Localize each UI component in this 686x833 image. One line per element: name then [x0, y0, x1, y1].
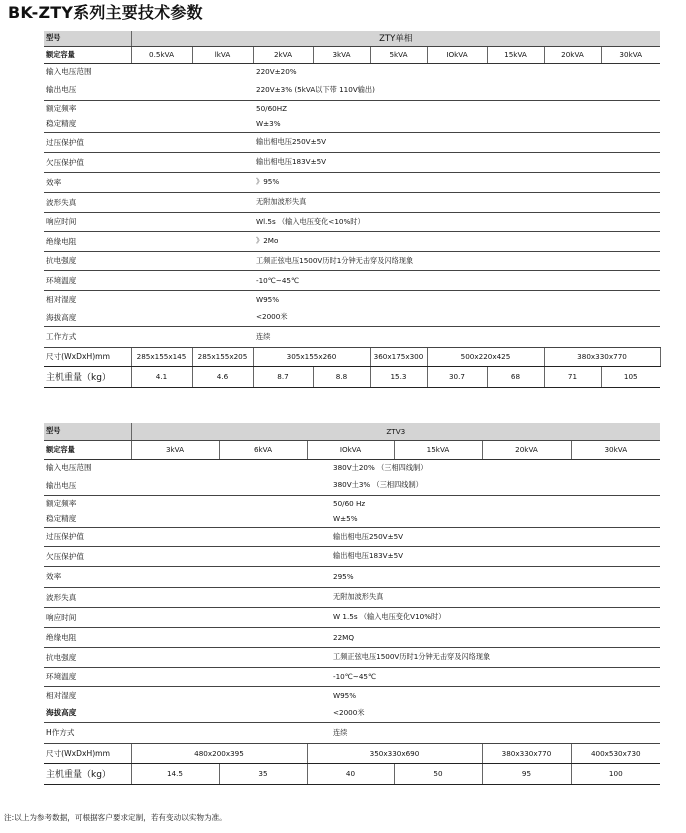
row-value: <2000米: [307, 704, 660, 722]
row-value: 》95%: [253, 172, 660, 192]
capacity-cell: 20kVA: [544, 46, 601, 63]
spec-table-single-phase: [44, 31, 660, 388]
row-label: 抗电强度: [44, 251, 131, 270]
row-value: 工频正弦电压1500V历时1分钟无击穿及闪络现象: [307, 647, 660, 667]
row-label: 海拔高度: [44, 309, 131, 326]
row-value: 22MQ: [307, 627, 660, 647]
weight-cell: 40: [307, 763, 394, 784]
table-row: [44, 309, 660, 326]
row-label: 工作方式: [44, 326, 131, 347]
row-value: <2000米: [253, 309, 660, 326]
weight-label: 主机重量（kg）: [44, 366, 131, 387]
model-value: ZTY单相: [131, 31, 660, 46]
page-title: BK-ZTY系列主要技术参数: [8, 3, 203, 22]
model-row: [44, 423, 660, 440]
row-value: 220V±3% (5kVA以下带 110V输出): [253, 80, 660, 100]
row-label: 响应时间: [44, 607, 131, 627]
capacity-cell: 5kVA: [370, 46, 427, 63]
size-row: [44, 347, 660, 366]
row-value: 输出相电压183V±5V: [307, 546, 660, 566]
capacity-cell: 30kVA: [601, 46, 660, 63]
row-value: 输出相电压250V±5V: [307, 527, 660, 546]
size-cell: 360x175x300: [370, 347, 427, 366]
table-row: [44, 270, 660, 290]
row-label: 输出电压: [44, 476, 131, 495]
table-row: [44, 527, 660, 546]
size-label: 尺寸(WxDxH)mm: [44, 347, 131, 366]
row-value: Wl.5s （输入电压变化<10%时）: [253, 212, 660, 231]
row-label: 欠压保护值: [44, 152, 131, 172]
table-row: [44, 116, 660, 132]
row-value: -10℃~45℃: [253, 270, 660, 290]
row-value: 工频正弦电压1500V历时1分钟无击穿及闪络现象: [253, 251, 660, 270]
row-value: 连续: [253, 326, 660, 347]
row-value: 295%: [307, 566, 660, 587]
table-row: [44, 495, 660, 511]
capacity-cell: 6kVA: [219, 440, 307, 459]
row-label: 稳定精度: [44, 511, 131, 527]
table-row: [44, 326, 660, 347]
model-value: ZTV3: [131, 423, 660, 440]
size-cell: 380x330x770: [544, 347, 660, 366]
row-label: 响应时间: [44, 212, 131, 231]
row-label: H作方式: [44, 722, 131, 743]
table-row: [44, 627, 660, 647]
table-row: [44, 566, 660, 587]
row-label: 海拔高度: [44, 704, 131, 722]
row-value: -10℃~45℃: [307, 667, 660, 686]
capacity-cell: 30kVA: [571, 440, 660, 459]
row-label: 环境温度: [44, 270, 131, 290]
table-row: [44, 152, 660, 172]
capacity-cell: 2kVA: [253, 46, 313, 63]
capacity-cell: 20kVA: [482, 440, 571, 459]
footnote: 注:以上为参考数据，可根据客户要求定制，若有变动以实物为准。: [4, 813, 227, 822]
row-value: W95%: [256, 295, 280, 305]
row-value: W 1.5s （输入电压变化V10%时）: [307, 607, 660, 627]
table-row: [44, 132, 660, 152]
weight-row: [44, 366, 660, 387]
capacity-label: 额定容量: [44, 440, 131, 459]
size-cell: 285x155x145: [131, 347, 192, 366]
capacity-row: [44, 46, 660, 63]
capacity-cell: 3kVA: [131, 440, 219, 459]
size-cell: 480x200x395: [131, 743, 307, 763]
row-value: 输出相电压250V±5V: [253, 132, 660, 152]
table-row: [44, 704, 660, 722]
capacity-cell: lkVA: [192, 46, 253, 63]
capacity-cell: IOkVA: [427, 46, 487, 63]
model-row: [44, 31, 660, 46]
row-label: 环境温度: [44, 667, 131, 686]
table-row: [44, 231, 660, 251]
table-row: [44, 722, 660, 743]
capacity-cell: 15kVA: [394, 440, 482, 459]
table-row: [44, 686, 660, 704]
weight-cell: 71: [544, 366, 601, 387]
table-row: [44, 476, 660, 495]
weight-label: 主机重量（kg）: [44, 763, 131, 784]
row-value: W±5%: [307, 511, 660, 527]
weight-cell: 8.7: [253, 366, 313, 387]
row-label: 效率: [44, 172, 131, 192]
weight-cell: 4.1: [131, 366, 192, 387]
row-value: 输出相电压183V±5V: [253, 152, 660, 172]
row-value: 连续: [307, 722, 660, 743]
table-row: [44, 80, 660, 100]
row-value: 50/60 Hz: [333, 498, 366, 508]
capacity-row: [44, 440, 660, 459]
size-cell: 285x155x205: [192, 347, 253, 366]
capacity-cell: 0.5kVA: [131, 46, 192, 63]
size-label: 尺寸(WxDxH)mm: [44, 743, 131, 763]
row-label: 额定频率: [46, 498, 77, 508]
row-label: 相对湿度: [46, 690, 77, 700]
row-label: 稳定精度: [44, 116, 131, 132]
row-label: 波形失真: [44, 587, 131, 607]
model-label: 型号: [44, 31, 131, 46]
table-row: [44, 546, 660, 566]
weight-row: [44, 763, 660, 784]
capacity-cell: IOkVA: [307, 440, 394, 459]
table-row: [44, 587, 660, 607]
capacity-cell: 3kVA: [313, 46, 370, 63]
row-value: 380V土20% （三相四线制）: [333, 462, 428, 472]
row-label: 输入电压范围: [46, 67, 92, 77]
row-value: 》2Mo: [253, 231, 660, 251]
row-label: 过压保护值: [44, 527, 131, 546]
capacity-cell: 15kVA: [487, 46, 544, 63]
row-label: 输入电压范围: [46, 463, 92, 473]
row-value: W±3%: [253, 116, 660, 132]
table-row: [44, 607, 660, 627]
table-row: [44, 459, 660, 476]
size-cell: 305x155x260: [253, 347, 370, 366]
weight-cell: 105: [601, 366, 660, 387]
table-row: [44, 511, 660, 527]
table-row: [44, 667, 660, 686]
row-value: 380V土3% （三相四线制）: [307, 476, 660, 495]
row-value: 无附加波形失真: [307, 587, 660, 607]
row-label: 波形失真: [44, 192, 131, 212]
table-row: [44, 172, 660, 192]
model-label: 型号: [44, 423, 131, 440]
weight-cell: 4.6: [192, 366, 253, 387]
weight-cell: 100: [571, 763, 660, 784]
row-value: W95%: [333, 690, 357, 700]
weight-cell: 8.8: [313, 366, 370, 387]
weight-cell: 95: [482, 763, 571, 784]
weight-cell: 50: [394, 763, 482, 784]
row-label: 额定频率: [46, 103, 77, 113]
capacity-label: 额定容量: [44, 46, 131, 63]
table-row: [44, 647, 660, 667]
weight-cell: 30.7: [427, 366, 487, 387]
row-label: 相对湿度: [46, 295, 77, 305]
size-cell: 400x530x730: [571, 743, 660, 763]
table-row: [44, 290, 660, 309]
weight-cell: 15.3: [370, 366, 427, 387]
row-label: 绝缘电阻: [44, 231, 131, 251]
size-cell: 380x330x770: [482, 743, 571, 763]
row-label: 欠压保护值: [44, 546, 131, 566]
row-label: 抗电强度: [44, 647, 131, 667]
weight-cell: 68: [487, 366, 544, 387]
weight-cell: 14.5: [131, 763, 219, 784]
table-row: [44, 212, 660, 231]
weight-cell: 35: [219, 763, 307, 784]
row-label: 绝缘电阻: [44, 627, 131, 647]
row-value: 无附加波形失真: [253, 192, 660, 212]
table-row: [44, 63, 660, 80]
table-row: [44, 100, 660, 116]
spec-table-three-phase: [44, 423, 660, 785]
size-cell: 350x330x690: [307, 743, 482, 763]
table-row: [44, 192, 660, 212]
size-cell: 500x220x425: [427, 347, 544, 366]
row-label: 过压保护值: [44, 132, 131, 152]
row-label: 效率: [44, 566, 131, 587]
table-row: [44, 251, 660, 270]
row-value: 50/60HZ: [256, 103, 288, 113]
row-value: 220V±20%: [256, 67, 297, 77]
size-row: [44, 743, 660, 763]
row-label: 输出电压: [44, 80, 131, 100]
